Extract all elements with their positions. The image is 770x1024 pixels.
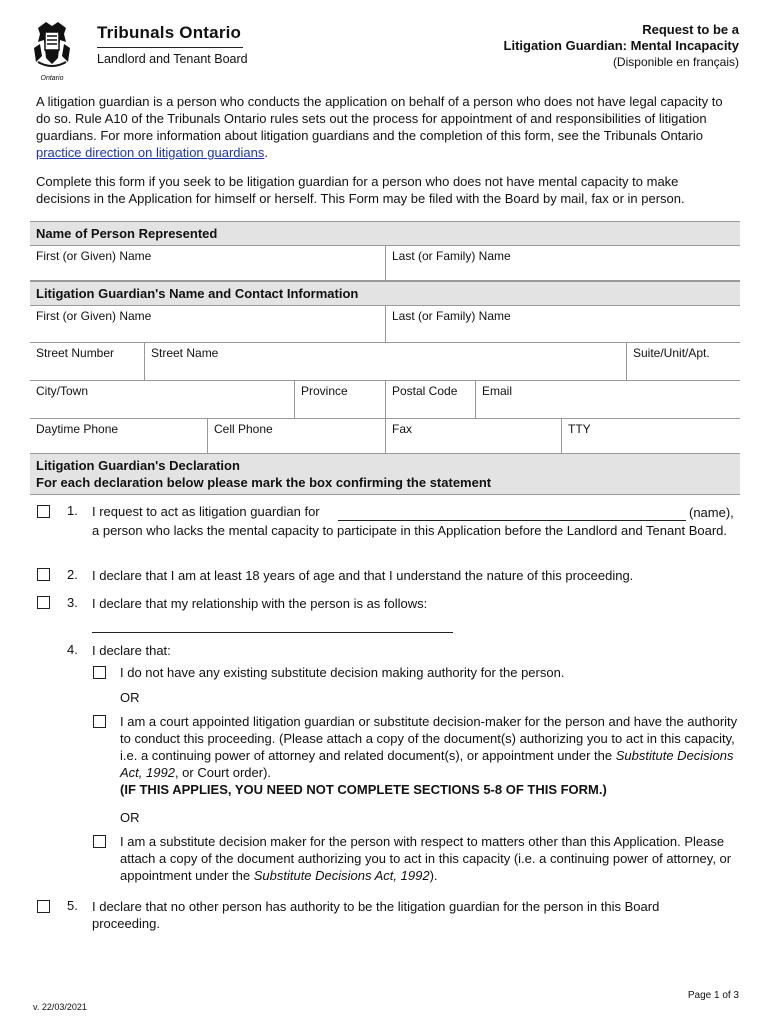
or-separator-1: OR xyxy=(120,690,140,705)
postal-code-field[interactable] xyxy=(385,381,475,418)
organization-block xyxy=(97,23,248,66)
logo-caption: Ontario xyxy=(40,75,64,82)
french-availability: (Disponible en français) xyxy=(612,55,739,69)
intro-end: . xyxy=(264,145,268,160)
suite-field[interactable] xyxy=(626,343,740,380)
guardian-city-row xyxy=(30,380,740,418)
city-label: City/Town xyxy=(36,384,89,398)
declaration-3-text: I declare that my relationship with the person is as follows: xyxy=(92,596,428,611)
declaration-4c-checkbox[interactable] xyxy=(93,835,106,848)
declaration-4c-part2: ). xyxy=(429,868,438,883)
person-represented-section xyxy=(30,221,740,281)
declaration-5-text: I declare that no other person has authority to be the litigation guardian for the person in this Board proceeding. xyxy=(92,899,660,931)
fax-field[interactable] xyxy=(385,419,561,455)
guardian-first-name-field[interactable] xyxy=(30,306,385,342)
guardian-name-row xyxy=(30,305,740,342)
daytime-phone-field[interactable] xyxy=(30,419,207,455)
declaration-1-checkbox[interactable] xyxy=(37,505,50,518)
form-title xyxy=(504,22,739,70)
declaration-4c-text xyxy=(120,833,737,884)
cell-phone-field[interactable] xyxy=(207,419,385,455)
cell-phone-label: Cell Phone xyxy=(214,422,273,436)
declaration-2-checkbox[interactable] xyxy=(37,568,50,581)
email-field[interactable] xyxy=(475,381,740,418)
org-name: Tribunals Ontario xyxy=(97,23,242,42)
page-number: Page 1 of 3 xyxy=(687,990,739,1001)
relationship-input[interactable] xyxy=(92,632,453,633)
declaration-5-checkbox[interactable] xyxy=(37,900,50,913)
version-label: v. 22/03/2021 xyxy=(33,1002,87,1012)
declaration-section xyxy=(30,453,740,495)
declaration-2-text: I declare that I am at least 18 years of age and that I understand the nature of this proceeding. xyxy=(92,568,634,583)
guardian-last-label: Last (or Family) Name xyxy=(392,309,511,323)
fax-label: Fax xyxy=(392,422,413,436)
declaration-4c-part1: I am a substitute decision maker for the person with respect to matters other than this Application. Please attach a copy of the document authorizing you to act in this capacity (i.e. a continuing power of attorney, or appointment under the xyxy=(120,834,732,883)
postal-label: Postal Code xyxy=(392,384,458,398)
guardian-contact-section xyxy=(30,281,740,456)
street-name-label: Street Name xyxy=(151,346,219,360)
declaration-heading xyxy=(30,453,740,495)
declaration-4b-act: Substitute Decisions Act, 1992 xyxy=(120,748,734,780)
declaration-1-text-cont: a person who lacks the mental capacity to participate in this Application before the Landlord and Tenant Board. xyxy=(92,523,727,538)
person-section-heading: Name of Person Represented xyxy=(30,221,740,245)
declaration-5-number: 5. xyxy=(67,898,78,913)
person-last-name-field[interactable] xyxy=(385,246,740,280)
tty-field[interactable] xyxy=(561,419,740,455)
person-first-label: First (or Given) Name xyxy=(36,249,152,263)
intro-paragraph-1 xyxy=(36,93,736,161)
form-title-line2: Litigation Guardian: Mental Incapacity xyxy=(503,38,739,53)
person-last-label: Last (or Family) Name xyxy=(392,249,511,263)
street-number-field[interactable] xyxy=(30,343,144,380)
ontario-trillium-logo xyxy=(30,18,74,82)
declaration-heading-line2: For each declaration below please mark the box confirming the statement xyxy=(36,475,492,490)
city-field[interactable] xyxy=(30,381,294,418)
declaration-4b-checkbox[interactable] xyxy=(93,715,106,728)
declaration-4a-checkbox[interactable] xyxy=(93,666,106,679)
intro-paragraph-2: Complete this form if you seek to be litigation guardian for a person who does not have mental capacity to make decisions in the Application for himself or herself. This Form may be filed with the Board by mail, fax or in person. xyxy=(36,174,685,206)
org-divider xyxy=(97,47,243,48)
email-label: Email xyxy=(482,384,513,398)
declaration-4b-notice: (IF THIS APPLIES, YOU NEED NOT COMPLETE SECTIONS 5-8 OF THIS FORM.) xyxy=(120,782,607,797)
guardian-phone-row xyxy=(30,418,740,456)
declaration-4b-part2: , or Court order). xyxy=(174,765,272,780)
province-field[interactable] xyxy=(294,381,385,418)
declaration-4c-act: Substitute Decisions Act, 1992 xyxy=(253,868,430,883)
declaration-3-checkbox[interactable] xyxy=(37,596,50,609)
day-phone-label: Daytime Phone xyxy=(36,422,119,436)
declaration-heading-line1: Litigation Guardian's Declaration xyxy=(36,458,240,473)
declaration-4b-text xyxy=(120,713,740,798)
person-first-name-field[interactable] xyxy=(30,246,385,280)
practice-direction-link[interactable]: practice direction on litigation guardians xyxy=(36,145,265,160)
declaration-4b-part1: I am a court appointed litigation guardian or substitute decision-maker for the person and have the authority to conduct this proceeding. (Please attach a copy of the document(s) authorizing you to act in this capacity, i.e. a continuing power of attorney and related document(s), or appointment under the xyxy=(120,714,738,763)
declaration-3-number: 3. xyxy=(67,595,78,610)
street-name-field[interactable] xyxy=(144,343,626,380)
guardian-last-name-field[interactable] xyxy=(385,306,740,342)
declaration-1-number: 1. xyxy=(67,503,78,518)
declaration-4a-text: I do not have any existing substitute decision making authority for the person. xyxy=(120,665,565,680)
form-title-line1: Request to be a xyxy=(642,22,739,37)
intro-text: A litigation guardian is a person who conducts the application on behalf of a person who does not have legal capacity to do so. Rule A10 of the Tribunals Ontario rules sets out the process for appointment of and responsibilities of litigation guardians. For more information about litigation guardians and the completion of this form, see the Tribunals Ontario xyxy=(36,94,723,143)
declaration-2-number: 2. xyxy=(67,567,78,582)
org-subtitle: Landlord and Tenant Board xyxy=(97,52,248,66)
guardian-section-heading: Litigation Guardian's Name and Contact Information xyxy=(30,281,740,305)
tty-label: TTY xyxy=(568,422,591,436)
guardian-first-label: First (or Given) Name xyxy=(36,309,152,323)
declaration-1-name-label: (name), xyxy=(689,505,734,520)
declaration-1-text: I request to act as litigation guardian for xyxy=(92,504,320,519)
declaration-4-number: 4. xyxy=(67,642,78,657)
declaration-1-name-input[interactable] xyxy=(338,520,686,521)
province-label: Province xyxy=(301,384,348,398)
suite-label: Suite/Unit/Apt. xyxy=(633,346,710,360)
street-number-label: Street Number xyxy=(36,346,115,360)
declaration-4-text: I declare that: xyxy=(92,643,171,658)
or-separator-2: OR xyxy=(120,810,140,825)
guardian-address-row xyxy=(30,342,740,380)
person-name-row xyxy=(30,245,740,281)
